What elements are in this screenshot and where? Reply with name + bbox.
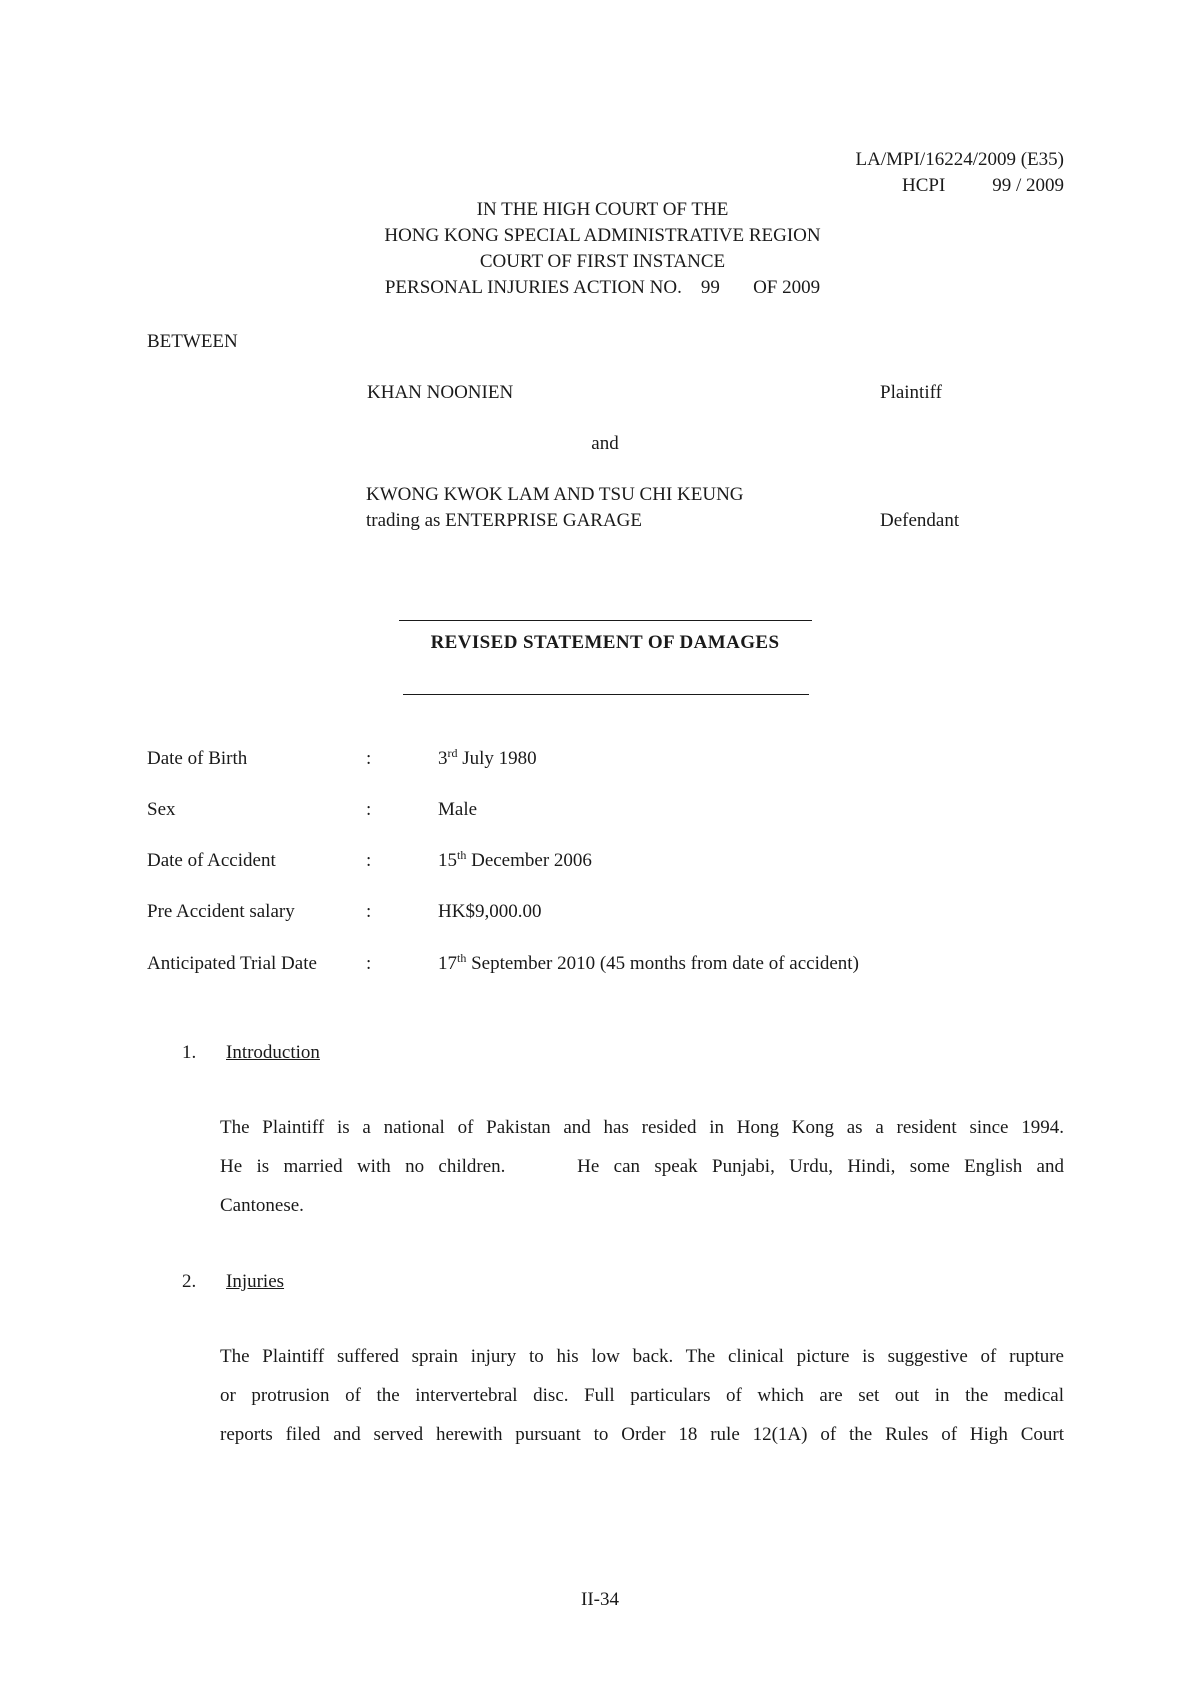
- value-superscript: rd: [447, 746, 458, 760]
- value-main: HK$9,000.00: [438, 901, 542, 922]
- value-superscript: th: [457, 951, 467, 965]
- detail-label: Anticipated Trial Date: [147, 953, 317, 974]
- title-top-rule: [399, 620, 812, 621]
- defendant-role: Defendant: [880, 510, 960, 531]
- document-title: REVISED STATEMENT OF DAMAGES: [430, 632, 780, 653]
- detail-colon: :: [366, 799, 372, 820]
- defendant-name-line-1: KWONG KWOK LAM AND TSU CHI KEUNG: [366, 484, 744, 505]
- detail-label: Date of Birth: [147, 748, 248, 769]
- reference-number: LA/MPI/16224/2009 (E35): [855, 149, 1064, 170]
- court-line-2: HONG KONG SPECIAL ADMINISTRATIVE REGION: [384, 225, 821, 246]
- between-label: BETWEEN: [147, 331, 238, 352]
- value-superscript: th: [457, 848, 467, 862]
- hcpi-number: 99 / 2009: [992, 175, 1064, 196]
- detail-label: Pre Accident salary: [147, 901, 295, 922]
- value-rest: July 1980: [457, 748, 537, 769]
- detail-label: Date of Accident: [147, 850, 276, 871]
- detail-value: [438, 952, 859, 976]
- hcpi-prefix: HCPI: [902, 175, 946, 196]
- section-paragraph-introduction: [220, 1108, 1064, 1225]
- value-rest: September 2010 (45 months from date of accident): [466, 953, 859, 974]
- section-title: Injuries: [226, 1271, 285, 1292]
- section-number: 2.: [182, 1271, 197, 1292]
- detail-value: [438, 798, 477, 822]
- defendant-name-line-2: trading as ENTERPRISE GARAGE: [366, 510, 643, 531]
- section-heading-introduction: [182, 1041, 320, 1065]
- court-line-1: IN THE HIGH COURT OF THE: [476, 199, 729, 220]
- paragraph-line: reports filed and served herewith pursuant to Order 18 rule 12(1A) of the Rules of High Court: [220, 1424, 1064, 1445]
- detail-value: [438, 747, 537, 771]
- detail-colon: :: [366, 901, 372, 922]
- section-paragraph-injuries: [220, 1337, 1064, 1454]
- detail-value: [438, 900, 541, 924]
- value-main: 15: [438, 850, 457, 871]
- court-line-3: COURT OF FIRST INSTANCE: [479, 251, 726, 272]
- detail-colon: :: [366, 850, 372, 871]
- court-heading: [300, 197, 905, 301]
- plaintiff-name: KHAN NOONIEN: [367, 382, 514, 403]
- value-main: 17: [438, 953, 457, 974]
- section-number: 1.: [182, 1042, 197, 1063]
- paragraph-line: The Plaintiff is a national of Pakistan and has resided in Hong Kong as a resident since 1994.: [220, 1117, 1064, 1138]
- section-heading-injuries: [182, 1270, 284, 1294]
- section-title: Introduction: [226, 1042, 320, 1063]
- and-label: and: [591, 433, 619, 454]
- detail-value: [438, 849, 592, 873]
- detail-label: Sex: [147, 799, 176, 820]
- page-number: II-34: [581, 1589, 619, 1610]
- value-main: 3: [438, 748, 448, 769]
- value-main: Male: [438, 799, 478, 820]
- detail-colon: :: [366, 748, 372, 769]
- paragraph-line: or protrusion of the intervertebral disc. Full particulars of which are set out in the medical: [220, 1385, 1064, 1406]
- detail-colon: :: [366, 953, 372, 974]
- plaintiff-role: Plaintiff: [880, 382, 942, 403]
- title-bottom-rule: [403, 694, 809, 695]
- paragraph-line: The Plaintiff suffered sprain injury to his low back. The clinical picture is suggestive of rupture: [220, 1346, 1064, 1367]
- court-line-4: PERSONAL INJURIES ACTION NO. 99 OF 2009: [384, 277, 821, 298]
- paragraph-line: He is married with no children. He can speak Punjabi, Urdu, Hindi, some English and: [220, 1156, 1064, 1177]
- paragraph-line: Cantonese.: [220, 1195, 304, 1216]
- value-rest: December 2006: [466, 850, 592, 871]
